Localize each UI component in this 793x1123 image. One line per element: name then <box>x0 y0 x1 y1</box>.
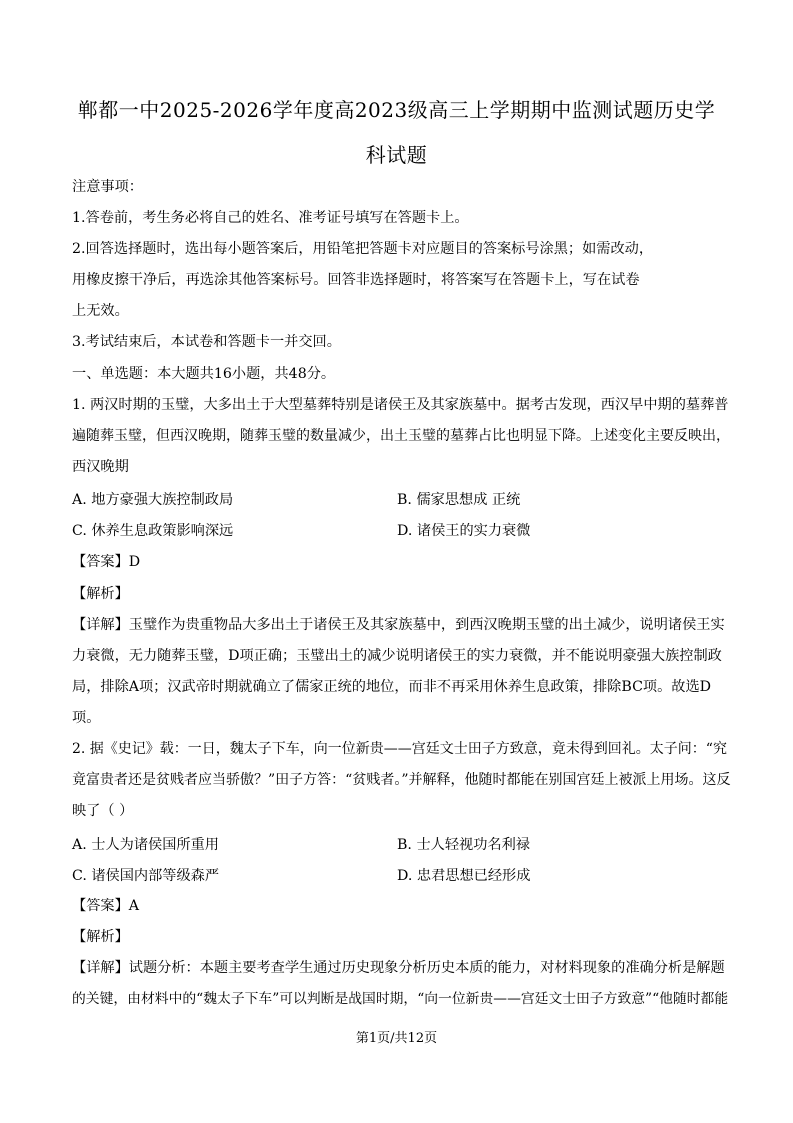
section-heading: 一、单选题：本大题共16小题，共48分。 <box>72 366 336 382</box>
q2-stem-line3: 映了（ ） <box>72 803 134 819</box>
q2-analysis-label: 【解析】 <box>72 929 129 945</box>
q1-stem-line1: 1. 两汉时期的玉璧，大多出土于大型墓葬特别是诸侯王及其家族墓中。据考古发现，西汉早中期的墓葬普 <box>72 397 729 413</box>
exam-title-line2: 科试题 <box>365 143 428 167</box>
q1-stem-line3: 西汉晚期 <box>72 459 129 475</box>
notice-item-2-line1: 2.回答选择题时，选出每小题答案后，用铅笔把答题卡对应题目的答案标号涂黑；如需改动， <box>72 241 654 257</box>
q1-option-c: C. 休养生息政策影响深远 <box>72 523 234 539</box>
notice-item-2-line2: 用橡皮擦干净后，再选涂其他答案标号。回答非选择题时，将答案写在答题卡上，写在试卷 <box>72 272 640 288</box>
q1-answer: 【答案】D <box>72 554 141 570</box>
page-footer: 第1页/共12页 <box>355 1031 438 1046</box>
q1-stem-line2: 遍随葬玉璧，但西汉晚期，随葬玉璧的数量减少，出土玉璧的墓葬占比也明显下降。上述变化主要反映出， <box>72 428 730 444</box>
q1-detail-line3: 局，排除A项；汉武帝时期就确立了儒家正统的地位，而非不再采用休养生息政策，排除BC项。故选D <box>72 679 712 695</box>
notice-item-2-line3: 上无效。 <box>72 303 129 319</box>
q2-answer: 【答案】A <box>72 898 139 914</box>
q2-option-b: B. 士人轻视功名利禄 <box>397 837 530 853</box>
q1-option-a: A. 地方豪强大族控制政局 <box>72 492 234 508</box>
notice-item-1: 1.答卷前，考生务必将自己的姓名、准考证号填写在答题卡上。 <box>72 210 469 226</box>
q2-option-a: A. 士人为诸侯国所重用 <box>72 837 219 853</box>
q2-detail-line2: 的关键，由材料中的“魏太子下车”可以判断是战国时期，“向一位新贵——宫廷文士田子方致意”“他随时都能 <box>72 991 729 1007</box>
q2-stem-line1: 2. 据《史记》载：一日，魏太子下车，向一位新贵——宫廷文士田子方致意，竟未得到回礼。太子问：“究 <box>72 741 727 757</box>
q2-option-c: C. 诸侯国内部等级森严 <box>72 868 220 884</box>
q1-detail-line1: 【详解】玉璧作为贵重物品大多出土于诸侯王及其家族墓中，到西汉晚期玉璧的出土减少，说明诸侯王实 <box>72 617 725 633</box>
q1-option-b: B. 儒家思想成 正统 <box>397 492 521 508</box>
q2-stem-line2: 竟富贵者还是贫贱者应当骄傲？”田子方答：“贫贱者。”并解释，他随时都能在别国宫廷上被派上用场。这反 <box>72 772 731 788</box>
q1-analysis-label: 【解析】 <box>72 586 129 602</box>
notice-heading: 注意事项： <box>72 179 143 195</box>
notice-item-3: 3.考试结束后，本试卷和答题卡一并交回。 <box>72 334 341 350</box>
q1-detail-line2: 力衰微，无力随葬玉璧，D项正确；玉璧出土的减少说明诸侯王的实力衰微，并不能说明豪强大族控制政 <box>72 648 722 664</box>
q1-detail-line4: 项。 <box>72 710 101 726</box>
q2-option-d: D. 忠君思想已经形成 <box>397 868 531 884</box>
q1-option-d: D. 诸侯王的实力衰微 <box>397 523 531 539</box>
exam-title-line1: 郸都一中2025-2026学年度高2023级高三上学期期中监测试题历史学 <box>77 98 716 122</box>
q2-detail-line1: 【详解】试题分析：本题主要考查学生通过历史现象分析历史本质的能力，对材料现象的准确分析是解题 <box>72 960 725 976</box>
